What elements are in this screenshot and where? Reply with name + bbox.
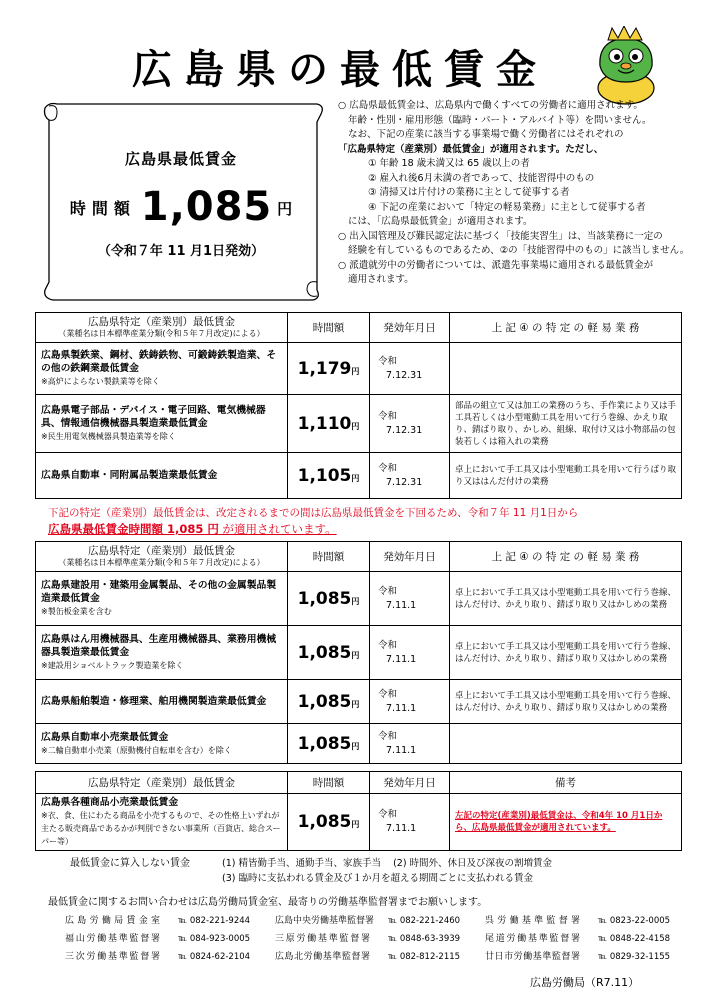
era: 令和 xyxy=(378,462,398,474)
header-industry: 広島県特定（産業別）最低賃金 （業種名は日本標準産業分類(令和５年７月改定)による） xyxy=(36,313,288,343)
note-line: ○ 派遣就労中の労働者については、派遣先事業場に適用される最低賃金が xyxy=(338,259,654,271)
office-tel: ℡ 0848-22-4158 xyxy=(598,934,671,944)
office-tel: ℡ 0829-32-1155 xyxy=(598,952,671,962)
effective-date: 7.12.31 xyxy=(386,476,423,488)
industry-name: 広島県各種商品小売業最低賃金 xyxy=(41,797,179,808)
note-line: 年齢・性別・雇用形態（臨時・パート・アルバイト等）を問いません。 xyxy=(348,114,652,126)
industry-wage-table-1 xyxy=(35,312,682,499)
era: 令和 xyxy=(378,730,398,742)
effective-date: 7.12.31 xyxy=(386,424,423,436)
note-line: には、「広島県最低賃金」が適用されます。 xyxy=(348,216,533,227)
minimum-wage-scroll xyxy=(35,100,327,302)
light-work: 卓上において手工具又は小型電動工具を用いて行う巻線、はんだ付け、かえり取り、錆ばり取り又はかしめの業務 xyxy=(450,626,682,680)
header-work: 上 記 ④ の 特 定 の 軽 易 業 務 xyxy=(450,313,682,343)
office-row xyxy=(65,912,695,930)
industry-name: 広島県自動車・同附属品製造業最低賃金 xyxy=(41,470,218,481)
table-row: 広島県電子部品・デバイス・電子回路、電気機械器具、情報通信機械器具製造業最低賃金 ※民生用電気機械器具製造業等を除く 1,110円 令和 7.12.31 部品の組立て又は加工の業務のうち、手作業により又は手工具若しくは小型電動工具を用いて行う巻線、かえり取り、錆ばり取り、かしめ、組線、取付け又は小物部品の包装若しくは箱入れの業務 xyxy=(36,395,682,453)
exclusions-label: 最低賃金に算入しない賃金 xyxy=(70,858,190,869)
exclusions-list xyxy=(222,856,552,886)
hourly-rate: 1,085 xyxy=(297,733,352,754)
office-tel: ℡ 084-923-0005 xyxy=(178,934,251,944)
industry-name: 広島県電子部品・デバイス・電子回路、電気機械器具、情報通信機械器具製造業最低賃金 xyxy=(41,405,266,429)
scroll-rate xyxy=(35,184,327,230)
industry-note: ※衣、食、住にわたる商品を小売するもので、その性格上いずれが主たる販売商品であるかが判別できない事業所（百貨店、総合スーパー等） xyxy=(41,811,281,846)
scroll-title: 広島県最低賃金 xyxy=(124,150,237,168)
era: 令和 xyxy=(378,410,398,422)
effective-date: 7.11.1 xyxy=(386,599,417,611)
office-row xyxy=(65,948,695,966)
hourly-rate: 1,085 xyxy=(297,691,352,712)
warning-line-1: 下記の特定（産業別）最低賃金は、改定されるまでの間は広島県最低賃金を下回るため、令和７年 11 月1日から xyxy=(48,507,579,519)
hourly-rate: 1,085 xyxy=(297,642,352,663)
header-industry: 広島県特定（産業別）最低賃金 xyxy=(36,772,288,794)
table-header-row xyxy=(36,772,682,794)
industry-wage-table-2 xyxy=(35,541,682,764)
table-row: 広島県はん用機械器具、生産用機械器具、業務用機械器具製造業最低賃金 ※建設用ショベルトラック製造業を除く 1,085円 令和 7.11.1 卓上において手工具又は小型電動工具を用いて行う巻線、はんだ付け、かえり取り、錆ばり取り又はかしめの業務 xyxy=(36,626,682,680)
era: 令和 xyxy=(378,809,398,820)
light-work: 部品の組立て又は加工の業務のうち、手作業により又は手工具若しくは小型電動工具を用いて行う巻線、かえり取り、錆ばり取り、かしめ、組線、取付け又は小物部品の包装若しくは箱入れの業務 xyxy=(450,395,682,453)
inquiry-text: 最低賃金に関するお問い合わせは広島労働局賃金室、最寄りの労働基準監督署までお願いします。 xyxy=(48,897,488,908)
note-line: ① 年齢 18 歳未満又は 65 歳以上の者 xyxy=(368,158,530,169)
industry-name: 広島県製鉄業、鋼材、鉄鋳鉄物、可鍛鋳鉄製造業、その他の鉄鋼業最低賃金 xyxy=(41,350,277,374)
header-rate: 時間額 xyxy=(288,542,370,572)
header-date: 発効年月日 xyxy=(370,313,450,343)
light-work: 卓上において手工具又は小型電動工具を用いて行うばり取り又ははんだ付けの業務 xyxy=(450,453,682,499)
note-line: なお、下記の産業に該当する事業場で働く労働者にはそれぞれの xyxy=(348,129,624,140)
era: 令和 xyxy=(378,585,398,597)
exclusion-item: (1) 精皆勤手当、通勤手当、家族手当 xyxy=(222,858,381,869)
note-line: 経験を有しているものであるため、②の「技能習得中のもの」に該当しません。 xyxy=(348,245,690,256)
table-row: 広島県自動車小売業最低賃金 ※二輪自動車小売業（原動機付自転車を含む）を除く 1,085円 令和 7.11.1 xyxy=(36,724,682,764)
header-industry: 広島県特定（産業別）最低賃金 （業種名は日本標準産業分類(令和５年７月改定)による） xyxy=(36,542,288,572)
hourly-rate: 1,179 xyxy=(297,358,352,379)
office-tel: ℡ 082-812-2115 xyxy=(388,952,461,962)
hourly-rate: 1,110 xyxy=(297,413,352,434)
industry-name: 広島県自動車小売業最低賃金 xyxy=(41,731,169,743)
effective-date: 7.11.1 xyxy=(386,744,417,756)
remarks-text: 左記の特定(産業別)最低賃金は、令和4年 10 月1日から、広島県最低賃金が適用されています。 xyxy=(455,811,663,833)
hourly-rate: 1,105 xyxy=(297,465,352,486)
industry-note: ※二輪自動車小売業（原動機付自転車を含む）を除く xyxy=(41,745,232,755)
note-line: ② 雇入れ後6月未満の者であって、技能習得中のもの xyxy=(368,172,595,184)
effective-date: 7.11.1 xyxy=(386,653,417,665)
industry-note: ※高炉によらない製鉄業等を除く xyxy=(41,377,160,386)
industry-wage-table-3 xyxy=(35,771,682,851)
light-work: 卓上において手工具又は小型電動工具を用いて行う巻線、はんだ付け、かえり取り、錆ばり取り又はかしめの業務 xyxy=(450,680,682,724)
table-row: 広島県建設用・建築用金属製品、その他の金属製品製造業最低賃金 ※製缶板金業を含む 1,085円 令和 7.11.1 卓上において手工具又は小型電動工具を用いて行う巻線、はんだ付け、かえり取り、錆ばり取り又はかしめの業務 xyxy=(36,572,682,626)
header-work: 上 記 ④ の 特 定 の 軽 易 業 務 xyxy=(450,542,682,572)
office-directory xyxy=(65,912,695,966)
office-tel: ℡ 082-221-2460 xyxy=(388,916,461,926)
exclusion-item: (3) 臨時に支払われる賃金及び１か月を超える期間ごとに支払われる賃金 xyxy=(222,873,533,884)
era: 令和 xyxy=(378,639,398,651)
note-line: ③ 清掃又は片付けの業務に主として従事する者 xyxy=(368,187,570,198)
effective-date: 7.11.1 xyxy=(386,823,417,834)
era: 令和 xyxy=(378,355,398,367)
industry-name: 広島県はん用機械器具、生産用機械器具、業務用機械器具製造業最低賃金 xyxy=(41,634,277,658)
note-line: 適用されます。 xyxy=(348,274,414,285)
office-name: 広島北労働基準監督署 xyxy=(275,952,370,962)
effective-date: （令和７年 11 月1日発効） xyxy=(97,244,265,259)
industry-note: ※製缶板金業を含む xyxy=(41,607,112,616)
table-row: 広島県製鉄業、鋼材、鉄鋳鉄物、可鍛鋳鉄製造業、その他の鉄鋼業最低賃金 ※高炉によらない製鉄業等を除く 1,179円 令和 7.12.31 xyxy=(36,343,682,395)
exclusion-item: (2) 時間外、休日及び深夜の割増賃金 xyxy=(393,858,553,869)
warning-rate: 広島県最低賃金時間額 1,085 円 xyxy=(48,522,219,536)
hourly-rate: 1,085 xyxy=(297,812,352,832)
office-name: 福山労働基準監督署 xyxy=(65,934,160,944)
office-name: 三次労働基準監督署 xyxy=(65,952,160,962)
note-line: ○ 出入国管理及び難民認定法に基づく「技能実習生」は、当該業務に一定の xyxy=(338,230,663,242)
industry-note: ※建設用ショベルトラック製造業を除く xyxy=(41,661,184,670)
office-row xyxy=(65,930,695,948)
warning-rest: が適用されています。 xyxy=(218,522,337,536)
table-header-row xyxy=(36,313,682,343)
header-remarks: 備考 xyxy=(450,772,682,794)
light-work xyxy=(450,724,682,764)
industry-name: 広島県建設用・建築用金属製品、その他の金属製品製造業最低賃金 xyxy=(41,580,277,604)
office-tel: ℡ 0824-62-2104 xyxy=(178,952,251,962)
office-tel: ℡ 0823-22-0005 xyxy=(598,916,671,926)
mascot-illustration xyxy=(578,26,674,106)
table-row: 広島県船舶製造・修理業、舶用機関製造業最低賃金 1,085円 令和 7.11.1 卓上において手工具又は小型電動工具を用いて行う巻線、はんだ付け、かえり取り、錆ばり取り又はかしめの業務 xyxy=(36,680,682,724)
light-work: 卓上において手工具又は小型電動工具を用いて行う巻線、はんだ付け、かえり取り、錆ばり取り又はかしめの業務 xyxy=(450,572,682,626)
office-tel: ℡ 082-221-9244 xyxy=(178,916,251,926)
notes-block xyxy=(338,99,688,288)
note-line: 「広島県特定（産業別）最低賃金」が適用されます。ただし、 xyxy=(338,143,604,155)
industry-note: ※民生用電気機械器具製造業等を除く xyxy=(41,432,176,441)
table-row: 広島県各種商品小売業最低賃金 ※衣、食、住にわたる商品を小売するもので、その性格上いずれが主たる販売商品であるかが判別できない事業所（百貨店、総合スーパー等） 1,085円 令和 7.11.1 左記の特定(産業別)最低賃金は、令和4年 10 月1日から、広島県最低賃金が適用されています。 xyxy=(36,794,682,851)
hourly-rate: 1,085 xyxy=(297,588,352,609)
office-tel: ℡ 0848-63-3939 xyxy=(388,934,461,944)
effective-date: 7.12.31 xyxy=(386,369,423,381)
office-name: 呉労働基準監督署 xyxy=(485,916,580,926)
header-date: 発効年月日 xyxy=(370,772,450,794)
light-work xyxy=(450,343,682,395)
industry-name: 広島県船舶製造・修理業、舶用機関製造業最低賃金 xyxy=(41,696,267,707)
table-header-row xyxy=(36,542,682,572)
page-title: 広島県の最低賃金 xyxy=(132,46,548,93)
effective-date: 7.11.1 xyxy=(386,702,417,714)
office-name: 広島労働局賃金室 xyxy=(65,916,160,926)
note-line: ④ 下記の産業において「特定の軽易業務」に主として従事する者 xyxy=(368,201,646,213)
table-row: 広島県自動車・同附属品製造業最低賃金 1,105円 令和 7.12.31 卓上において手工具又は小型電動工具を用いて行うばり取り又ははんだ付けの業務 xyxy=(36,453,682,499)
office-name: 廿日市労働基準監督署 xyxy=(485,952,580,962)
header-date: 発効年月日 xyxy=(370,542,450,572)
rate-unit: 円 xyxy=(277,200,293,218)
office-name: 三原労働基準監督署 xyxy=(275,934,370,944)
note-line: ○ 広島県最低賃金は、広島県内で働くすべての労働者に適用されます。 xyxy=(338,100,643,111)
footer-issuer: 広島労働局（R7.11） xyxy=(530,976,640,989)
warning-notice xyxy=(48,505,678,538)
office-name: 尾道労働基準監督署 xyxy=(485,934,580,944)
header-rate: 時間額 xyxy=(288,772,370,794)
office-name: 広島中央労働基準監督署 xyxy=(275,916,375,926)
rate-label: 時間額 xyxy=(69,199,136,218)
rate-value: 1,085 xyxy=(140,184,273,230)
header-rate: 時間額 xyxy=(288,313,370,343)
era: 令和 xyxy=(378,688,398,700)
